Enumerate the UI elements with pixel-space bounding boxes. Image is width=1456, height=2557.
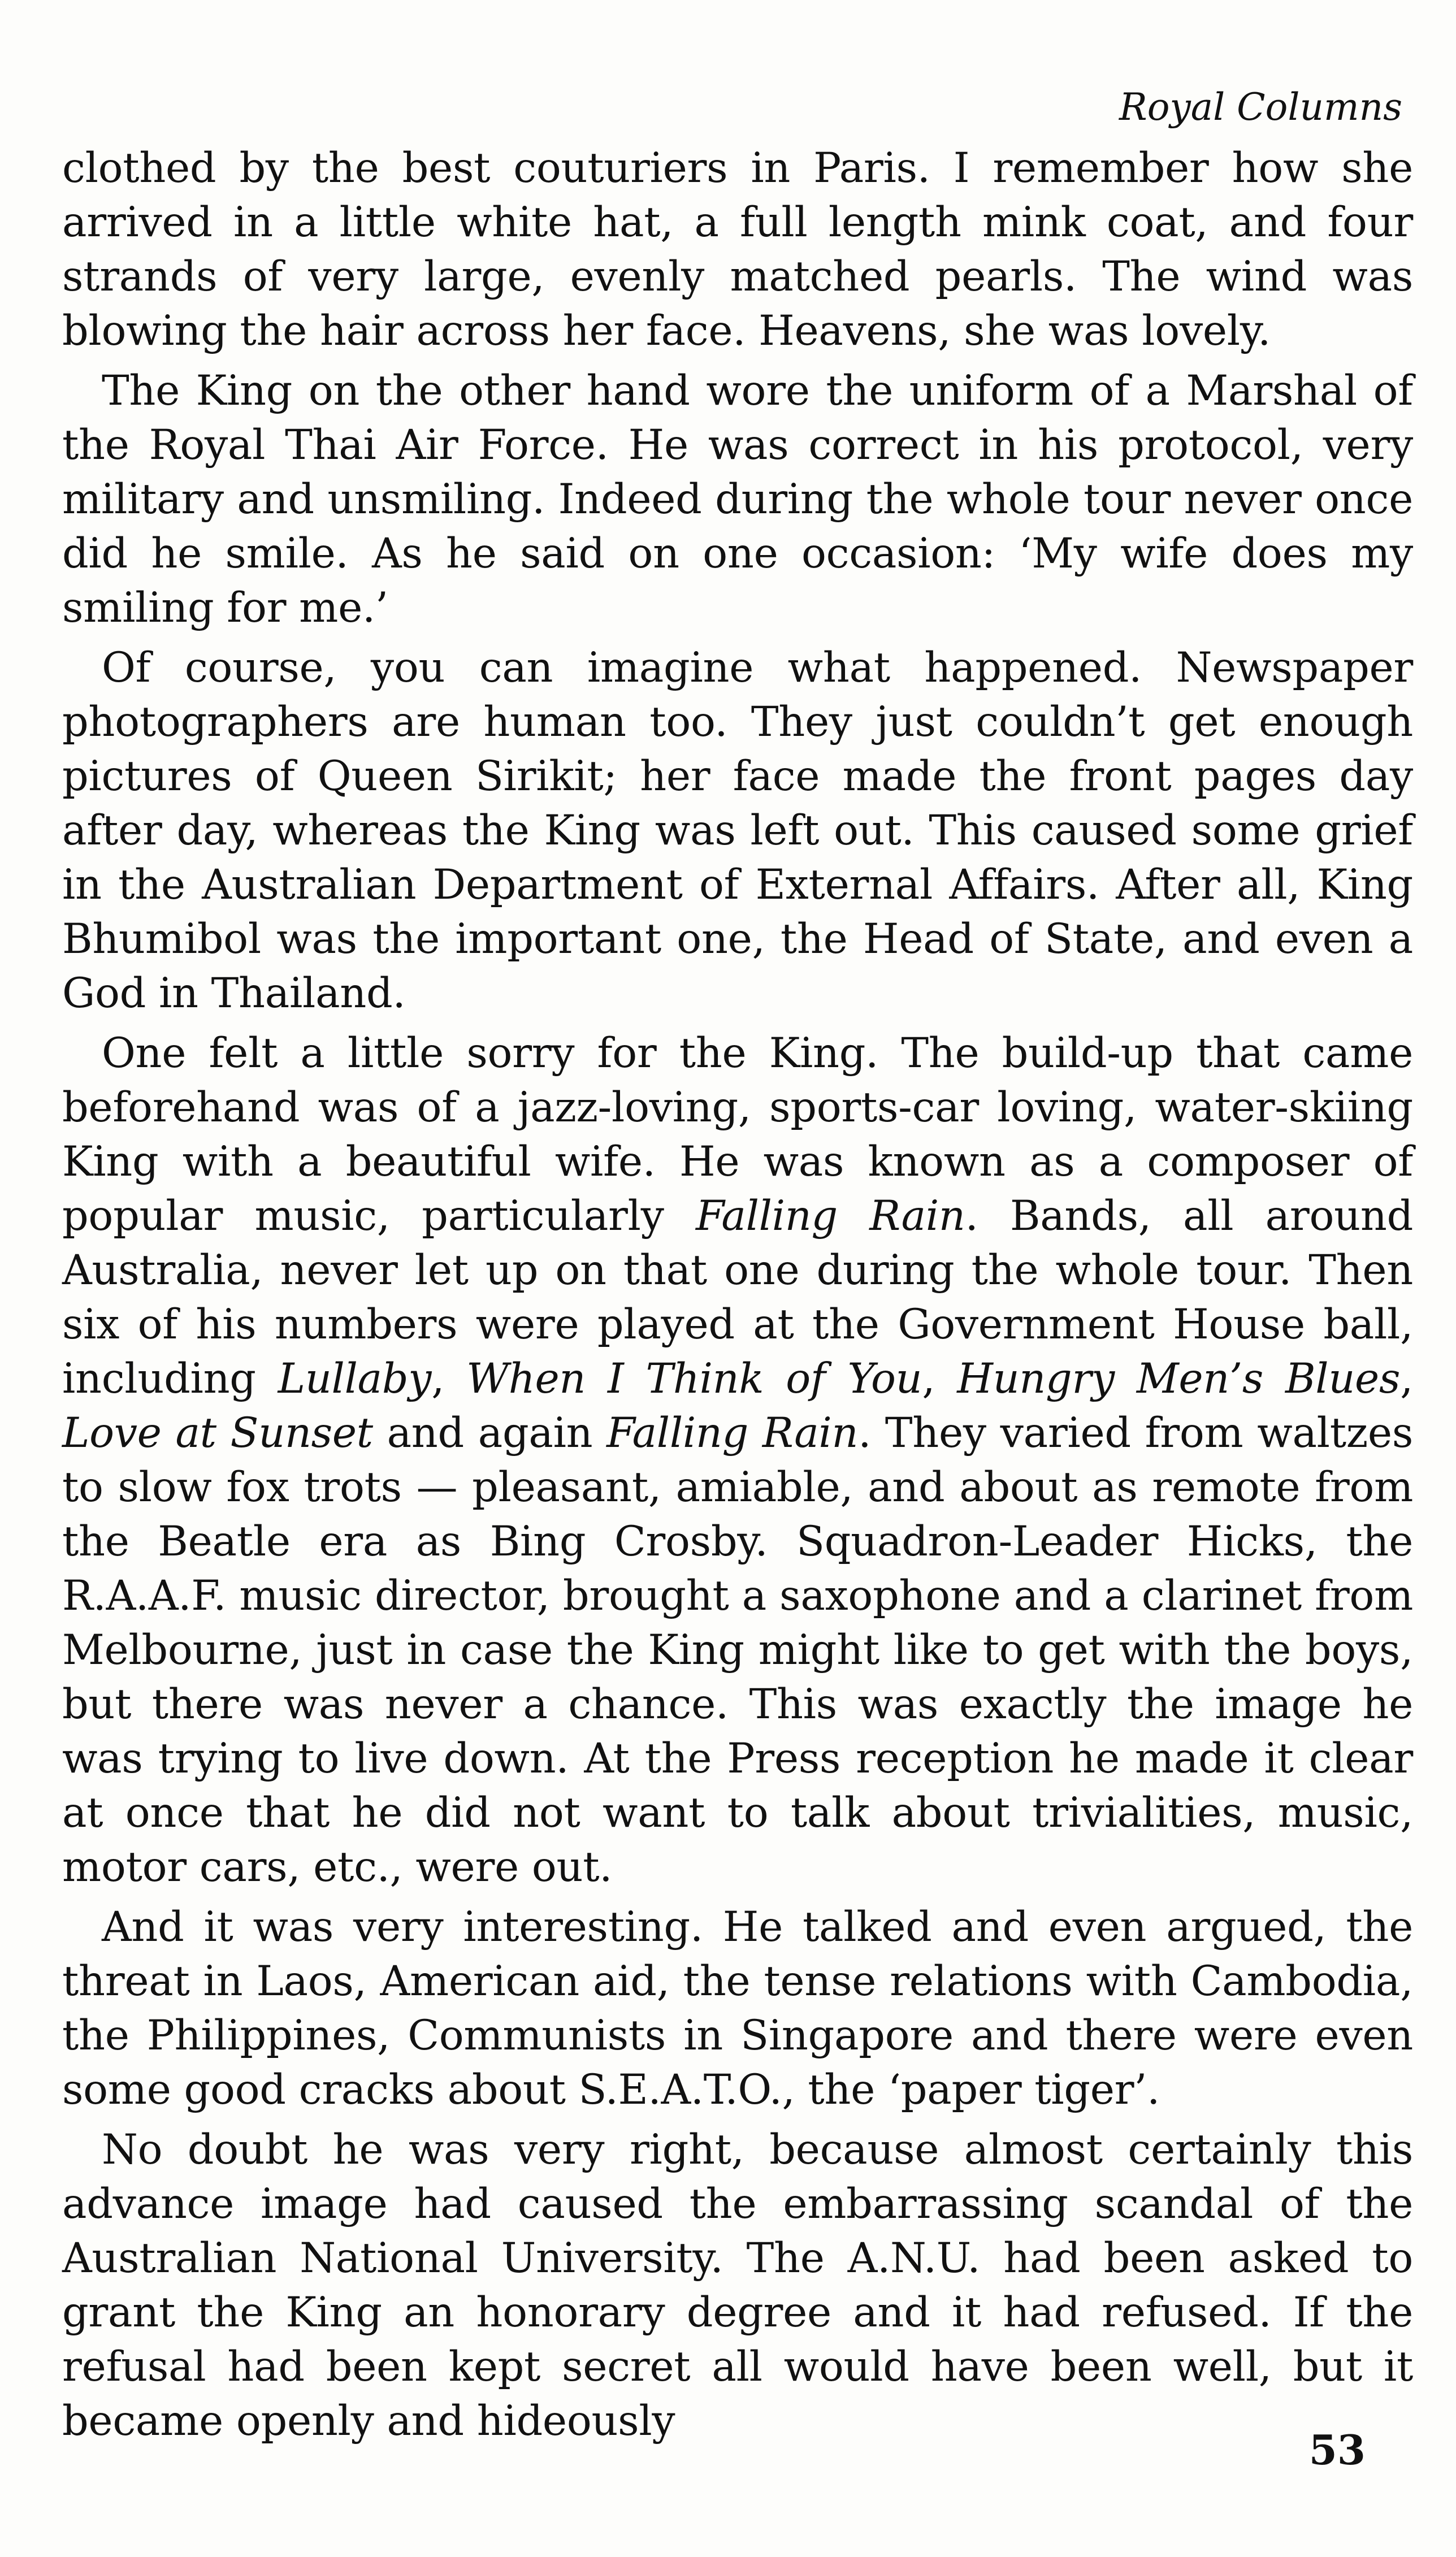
running-head: Royal Columns — [1119, 85, 1402, 129]
paragraph-1 — [62, 141, 1413, 358]
paragraph-6 — [62, 2123, 1413, 2448]
song-title: Falling Rain — [696, 1192, 965, 1240]
song-title: Hungry Men’s Blues — [957, 1355, 1401, 1403]
paragraph-3 — [62, 641, 1413, 1021]
paragraph-2 — [62, 364, 1413, 635]
text-run: . They varied from waltzes to slow fox trots — pleasant, amiable, and about as remote from the Beatle era as Bing Crosby. Squadron-Leader Hicks, the R.A.A.F. music director, brought a saxophone and a clarinet from Melbourne, just in case the King might like to get with the boys, but there was never a chance. This was exactly the image he was trying to live down. At the Press reception he made it clear at once that he did not want to talk about trivialities, music, motor cars, etc., were out. — [62, 1409, 1413, 1891]
text-run: One felt a little sorry for the King. The build-up that came beforehand was of a jazz-loving, sports-car loving, water-skiing King with a beautiful wife. He was known as a composer of popular music, particularly — [62, 1029, 1413, 1240]
song-title: Love at Sunset — [62, 1409, 373, 1457]
text-run: Of course, you can imagine what happened. Newspaper photographers are human too. They just couldn’t get enough pictures of Queen Sirikit; her face made the front pages day after day, whereas the King was left out. This caused some grief in the Australian Department of External Affairs. After all, King Bhumibol was the important one, the Head of State, and even a God in Thailand. — [62, 644, 1413, 1017]
text-run: And it was very interesting. He talked and even argued, the threat in Laos, American aid, the tense relations with Cambodia, the Philippines, Communists in Singapore and there were even some good cracks about S.E.A.T.O., the ‘paper tiger’. — [62, 1903, 1413, 2114]
paragraph-5 — [62, 1900, 1413, 2117]
page-number: 53 — [1308, 2426, 1366, 2474]
text-run: No doubt he was very right, because almost certainly this advance image had caused the embarrassing scandal of the Australian National University. The A.N.U. had been asked to grant the King an honorary degree and it had refused. If the refusal had been kept secret all would have been well, but it became openly and hideously — [62, 2126, 1413, 2445]
body-text — [62, 141, 1413, 2454]
text-run: The King on the other hand wore the uniform of a Marshal of the Royal Thai Air Force. He was correct in his protocol, very military and unsmiling. Indeed during the whole tour never once did he smile. As he said on one occasion: ‘My wife does my smiling for me.’ — [62, 367, 1413, 632]
text-run: . Bands, all around Australia, never let up on that one during the whole tour. Then six of his numbers were played at the Government House ball, including — [62, 1192, 1414, 1403]
paragraph-4 — [62, 1026, 1413, 1895]
song-title: When I Think of You — [466, 1355, 922, 1403]
song-title: Falling Rain — [606, 1409, 859, 1457]
text-run: , — [922, 1355, 957, 1403]
text-run: , — [431, 1355, 467, 1403]
text-run: , — [1400, 1355, 1414, 1403]
text-run: clothed by the best couturiers in Paris. I remember how she arrived in a little white hat, a full length mink coat, and four strands of very large, evenly matched pearls. The wind was blowing the hair across her face. Heavens, she was lovely. — [62, 144, 1413, 355]
song-title: Lullaby — [278, 1355, 432, 1403]
text-run: and again — [372, 1409, 607, 1457]
